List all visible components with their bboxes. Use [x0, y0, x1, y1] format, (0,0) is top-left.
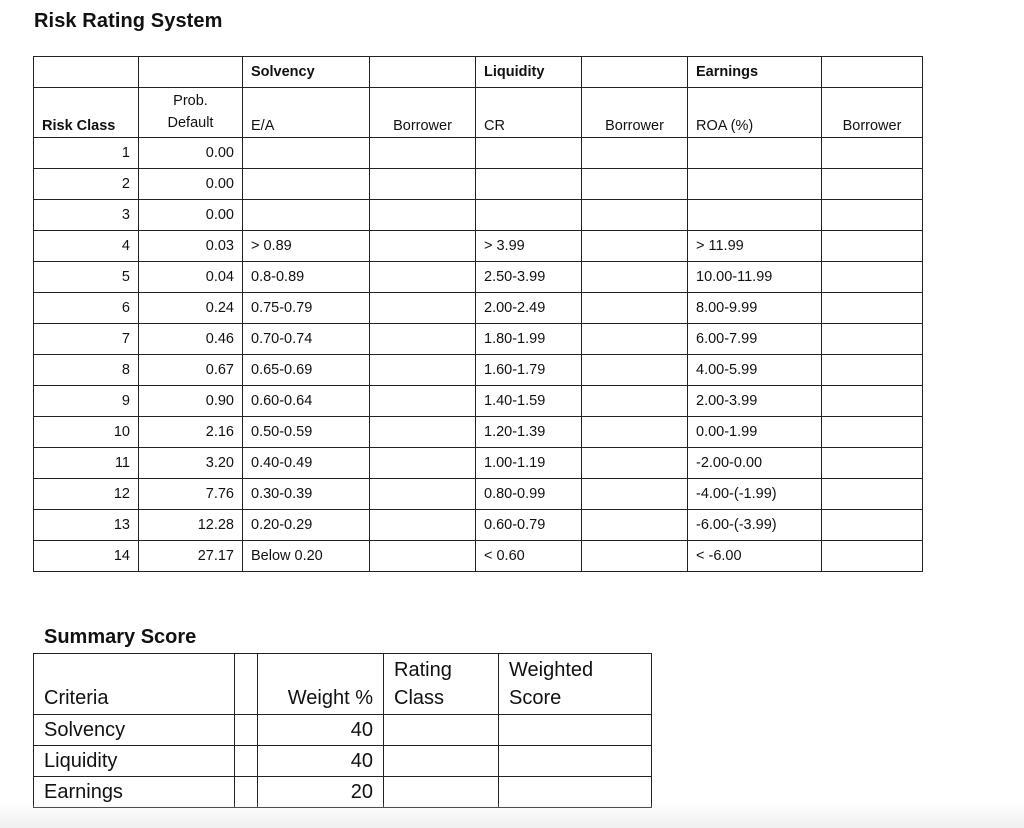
- borrower-earnings-cell[interactable]: [822, 448, 923, 479]
- prob-default-cell: 0.03: [139, 231, 243, 262]
- borrower-liquidity-cell[interactable]: [582, 138, 688, 169]
- risk-class-cell: 5: [34, 262, 139, 293]
- prob-default-cell: 12.28: [139, 510, 243, 541]
- cr-cell: 2.00-2.49: [476, 293, 582, 324]
- column-header-row: [34, 88, 923, 138]
- risk-class-header: Risk Class: [34, 88, 139, 138]
- ea-cell: 0.50-0.59: [243, 417, 370, 448]
- table-row: [34, 448, 923, 479]
- prob-default-cell: 7.76: [139, 479, 243, 510]
- ea-header: E/A: [243, 88, 370, 138]
- borrower-solvency-cell[interactable]: [370, 510, 476, 541]
- rating-class-header-line2: Class: [394, 687, 445, 709]
- summary-header-row: [34, 654, 652, 715]
- borrower-earnings-cell[interactable]: [822, 541, 923, 572]
- borrower-solvency-cell[interactable]: [370, 200, 476, 231]
- borrower-solvency-cell[interactable]: [370, 448, 476, 479]
- borrower-liquidity-cell[interactable]: [582, 231, 688, 262]
- borrower-earnings-cell[interactable]: [822, 386, 923, 417]
- borrower-liquidity-cell[interactable]: [582, 200, 688, 231]
- rating-class-cell[interactable]: [384, 746, 499, 777]
- cr-cell: 0.80-0.99: [476, 479, 582, 510]
- summary-title: Summary Score: [44, 626, 197, 648]
- borrower-earnings-cell[interactable]: [822, 138, 923, 169]
- criteria-cell: Liquidity: [34, 746, 235, 777]
- table-row: [34, 262, 923, 293]
- borrower-liquidity-cell[interactable]: [582, 541, 688, 572]
- risk-class-cell: 6: [34, 293, 139, 324]
- roa-cell: 6.00-7.99: [688, 324, 822, 355]
- cr-cell: 1.20-1.39: [476, 417, 582, 448]
- risk-class-cell: 7: [34, 324, 139, 355]
- borrower-earnings-cell[interactable]: [822, 200, 923, 231]
- borrower-solvency-cell[interactable]: [370, 355, 476, 386]
- empty-cell: [235, 715, 258, 746]
- summary-row: [34, 746, 652, 777]
- rating-class-cell[interactable]: [384, 715, 499, 746]
- liquidity-group-header: Liquidity: [476, 57, 582, 88]
- ea-cell: 0.70-0.74: [243, 324, 370, 355]
- prob-default-header: [139, 88, 243, 138]
- page-title: Risk Rating System: [34, 10, 223, 32]
- empty-cell: [582, 57, 688, 88]
- prob-default-cell: 0.00: [139, 138, 243, 169]
- empty-cell: [235, 654, 258, 715]
- empty-cell: [370, 57, 476, 88]
- cr-cell: [476, 138, 582, 169]
- risk-class-cell: 1: [34, 138, 139, 169]
- ea-cell: 0.30-0.39: [243, 479, 370, 510]
- ea-cell: 0.8-0.89: [243, 262, 370, 293]
- cr-cell: 1.80-1.99: [476, 324, 582, 355]
- borrower-earnings-cell[interactable]: [822, 479, 923, 510]
- roa-cell: -4.00-(-1.99): [688, 479, 822, 510]
- prob-default-cell: 0.04: [139, 262, 243, 293]
- criteria-cell: Solvency: [34, 715, 235, 746]
- risk-class-cell: 8: [34, 355, 139, 386]
- weight-cell: 40: [258, 746, 384, 777]
- cr-cell: < 0.60: [476, 541, 582, 572]
- table-row: [34, 293, 923, 324]
- borrower-earnings-cell[interactable]: [822, 169, 923, 200]
- prob-default-cell: 0.67: [139, 355, 243, 386]
- cr-cell: 0.60-0.79: [476, 510, 582, 541]
- borrower-solvency-cell[interactable]: [370, 293, 476, 324]
- prob-default-header-line2: Default: [167, 115, 214, 131]
- risk-class-cell: 14: [34, 541, 139, 572]
- ea-cell: 0.75-0.79: [243, 293, 370, 324]
- borrower-earnings-cell[interactable]: [822, 417, 923, 448]
- borrower-solvency-cell[interactable]: [370, 386, 476, 417]
- weight-header: Weight %: [258, 654, 384, 715]
- borrower-solvency-cell[interactable]: [370, 324, 476, 355]
- borrower-solvency-cell[interactable]: [370, 138, 476, 169]
- roa-cell: -6.00-(-3.99): [688, 510, 822, 541]
- borrower-solvency-cell[interactable]: [370, 479, 476, 510]
- rating-class-header: [384, 654, 499, 715]
- weighted-score-cell[interactable]: [499, 715, 652, 746]
- risk-class-cell: 9: [34, 386, 139, 417]
- risk-class-cell: 12: [34, 479, 139, 510]
- risk-class-cell: 2: [34, 169, 139, 200]
- cr-cell: 1.40-1.59: [476, 386, 582, 417]
- borrower-liquidity-cell[interactable]: [582, 293, 688, 324]
- ea-cell: 0.60-0.64: [243, 386, 370, 417]
- ea-cell: Below 0.20: [243, 541, 370, 572]
- roa-cell: -2.00-0.00: [688, 448, 822, 479]
- borrower-liquidity-cell[interactable]: [582, 262, 688, 293]
- roa-cell: < -6.00: [688, 541, 822, 572]
- borrower-earnings-cell[interactable]: [822, 355, 923, 386]
- risk-class-cell: 13: [34, 510, 139, 541]
- table-row: [34, 231, 923, 262]
- page-bottom-shade: [0, 802, 1024, 828]
- prob-default-cell: 0.00: [139, 169, 243, 200]
- borrower-header-solvency: Borrower: [370, 88, 476, 138]
- borrower-earnings-cell[interactable]: [822, 262, 923, 293]
- borrower-earnings-cell[interactable]: [822, 231, 923, 262]
- empty-cell: [235, 746, 258, 777]
- roa-header: ROA (%): [688, 88, 822, 138]
- cr-cell: > 3.99: [476, 231, 582, 262]
- empty-cell: [822, 57, 923, 88]
- borrower-liquidity-cell[interactable]: [582, 510, 688, 541]
- table-row: [34, 324, 923, 355]
- summary-row: [34, 715, 652, 746]
- borrower-solvency-cell[interactable]: [370, 417, 476, 448]
- prob-default-cell: 0.90: [139, 386, 243, 417]
- borrower-header-liquidity: Borrower: [582, 88, 688, 138]
- prob-default-cell: 0.00: [139, 200, 243, 231]
- ea-cell: 0.20-0.29: [243, 510, 370, 541]
- table-row: [34, 138, 923, 169]
- risk-class-cell: 10: [34, 417, 139, 448]
- weight-cell: 40: [258, 715, 384, 746]
- risk-table-body: [34, 138, 923, 572]
- ea-cell: > 0.89: [243, 231, 370, 262]
- empty-cell: [139, 57, 243, 88]
- borrower-liquidity-cell[interactable]: [582, 448, 688, 479]
- table-row: [34, 510, 923, 541]
- roa-cell: 4.00-5.99: [688, 355, 822, 386]
- summary-table-body: [34, 715, 652, 808]
- cr-cell: 1.00-1.19: [476, 448, 582, 479]
- table-row: [34, 417, 923, 448]
- borrower-liquidity-cell[interactable]: [582, 417, 688, 448]
- weighted-score-header-line2: Score: [509, 687, 562, 709]
- table-row: [34, 169, 923, 200]
- criteria-header: Criteria: [34, 654, 235, 715]
- cr-cell: [476, 169, 582, 200]
- borrower-liquidity-cell[interactable]: [582, 355, 688, 386]
- roa-cell: > 11.99: [688, 231, 822, 262]
- borrower-solvency-cell[interactable]: [370, 541, 476, 572]
- earnings-group-header: Earnings: [688, 57, 822, 88]
- borrower-liquidity-cell[interactable]: [582, 324, 688, 355]
- risk-class-cell: 4: [34, 231, 139, 262]
- borrower-solvency-cell[interactable]: [370, 231, 476, 262]
- table-row: [34, 355, 923, 386]
- ea-cell: [243, 138, 370, 169]
- weighted-score-header: [499, 654, 652, 715]
- roa-cell: 0.00-1.99: [688, 417, 822, 448]
- rating-class-header-line1: Rating: [394, 659, 452, 681]
- prob-default-cell: 0.46: [139, 324, 243, 355]
- borrower-liquidity-cell[interactable]: [582, 479, 688, 510]
- weighted-score-cell[interactable]: [499, 746, 652, 777]
- solvency-group-header: Solvency: [243, 57, 370, 88]
- cr-cell: 2.50-3.99: [476, 262, 582, 293]
- weight-cell: 20: [258, 777, 384, 808]
- table-row: [34, 386, 923, 417]
- cr-header: CR: [476, 88, 582, 138]
- table-row: [34, 200, 923, 231]
- roa-cell: 10.00-11.99: [688, 262, 822, 293]
- risk-class-cell: 11: [34, 448, 139, 479]
- ea-cell: 0.40-0.49: [243, 448, 370, 479]
- prob-default-cell: 3.20: [139, 448, 243, 479]
- summary-score-table: [33, 653, 652, 808]
- weighted-score-header-line1: Weighted: [509, 659, 594, 681]
- group-header-row: [34, 57, 923, 88]
- roa-cell: [688, 200, 822, 231]
- roa-cell: [688, 169, 822, 200]
- criteria-cell: Earnings: [34, 777, 235, 808]
- borrower-liquidity-cell[interactable]: [582, 169, 688, 200]
- borrower-header-earnings: Borrower: [822, 88, 923, 138]
- cr-cell: [476, 200, 582, 231]
- borrower-liquidity-cell[interactable]: [582, 386, 688, 417]
- prob-default-cell: 2.16: [139, 417, 243, 448]
- roa-cell: 8.00-9.99: [688, 293, 822, 324]
- borrower-solvency-cell[interactable]: [370, 262, 476, 293]
- borrower-earnings-cell[interactable]: [822, 324, 923, 355]
- roa-cell: 2.00-3.99: [688, 386, 822, 417]
- cr-cell: 1.60-1.79: [476, 355, 582, 386]
- borrower-earnings-cell[interactable]: [822, 510, 923, 541]
- empty-cell: [34, 57, 139, 88]
- roa-cell: [688, 138, 822, 169]
- borrower-earnings-cell[interactable]: [822, 293, 923, 324]
- prob-default-cell: 0.24: [139, 293, 243, 324]
- borrower-solvency-cell[interactable]: [370, 169, 476, 200]
- ea-cell: 0.65-0.69: [243, 355, 370, 386]
- table-row: [34, 479, 923, 510]
- table-row: [34, 541, 923, 572]
- ea-cell: [243, 169, 370, 200]
- risk-class-cell: 3: [34, 200, 139, 231]
- risk-rating-table: [33, 56, 923, 572]
- prob-default-cell: 27.17: [139, 541, 243, 572]
- prob-default-header-line1: Prob.: [173, 93, 208, 109]
- ea-cell: [243, 200, 370, 231]
